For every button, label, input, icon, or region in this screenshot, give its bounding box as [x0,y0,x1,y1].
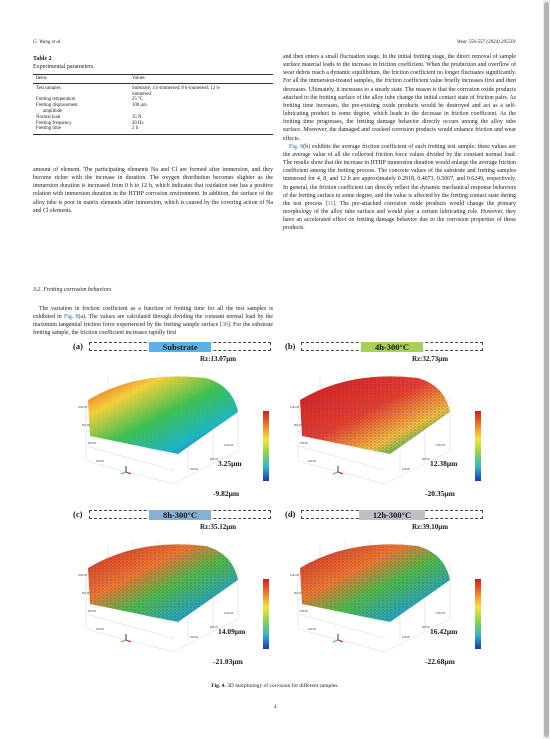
svg-text:1100.00: 1100.00 [224,444,234,447]
height-min-12h: -22.68μm [425,657,455,666]
panel-label: Substrate [89,342,271,351]
svg-text:200.00: 200.00 [308,628,316,631]
table-cell: Fretting displacement [36,103,78,109]
svg-text:500.00: 500.00 [300,610,308,613]
table-cell: 20 Hz [132,120,144,126]
rz-value-4h: Rz:32.73μm [412,355,449,363]
color-scale-bar-4h [475,411,481,481]
svg-text:800.00: 800.00 [422,458,430,461]
color-scale-bar-substrate [263,411,269,481]
svg-text:200.00: 200.00 [96,460,104,463]
panel-tag-8h [73,509,273,521]
svg-text:1100.00: 1100.00 [78,574,88,577]
page-number: 4 [273,704,277,710]
svg-text:400.00: 400.00 [190,468,198,471]
citation-link[interactable]: 30 [221,322,228,329]
rz-value-12h: Rz:39.10μm [412,523,449,531]
table-cell: 100 μm [132,103,147,109]
svg-text:500.00: 500.00 [88,610,96,613]
scrollbar-thumb[interactable] [544,2,549,737]
table-cell: Fretting time [36,126,61,132]
rz-value-8h: Rz:35.12μm [200,523,237,531]
table-cell: Test samples [36,85,61,91]
section-heading: 3.2. Fretting corrosion behaviors [33,287,112,293]
rz-value-substrate: Rz:13.07μm [200,355,237,363]
svg-text:800.00: 800.00 [422,626,430,629]
svg-text:1100.00: 1100.00 [436,444,446,447]
svg-text:1100.00: 1100.00 [78,406,88,409]
table-row [33,86,273,98]
panel-label: 8h-300°C [89,510,271,519]
table-cell: Fretting temperature [36,97,76,103]
table-subtitle: Experimental parameters. [33,64,95,70]
svg-text:1100.00: 1100.00 [436,612,446,615]
svg-text:1100.00: 1100.00 [290,574,300,577]
panel-letter: (a) [73,341,83,351]
svg-text:200.00: 200.00 [96,628,104,631]
table-cell: 2 h [132,126,138,132]
height-max-12h: 16.42μm [430,627,458,636]
height-min-4h: -20.35μm [425,489,455,498]
table-header-row [33,76,273,82]
table-cell: Fretting frequency [36,120,72,126]
svg-text:800.00: 800.00 [210,626,218,629]
table-header-cell: Values [132,76,145,81]
svg-text:800.00: 800.00 [294,424,302,427]
svg-text:800.00: 800.00 [82,592,90,595]
surface-plot-substrate [78,366,243,486]
parameters-table [33,74,273,135]
table-cell: Normal load [36,114,61,120]
left-column-paragraph-1: amount of element. The participating elements Na and Cl are formed after immersion, and they become richer with the increase in duration. The oxygen distribution becomes slighter as the immersion duration is increased from 0 h to 12 h, which indicates that oxidation rate has a positive relation with immersion duration in the HTHP corrosion environment. In addition, the surface of the alloy tube is poor in matrix elements after immersion, which is caused by the covering action of Na and Cl elements. [33,167,273,214]
svg-text:800.00: 800.00 [294,592,302,595]
height-max-substrate: 3.25μm [218,459,242,468]
table-title: Table 2 [33,56,52,62]
table-cell: Substrate; 4 h-immersed; 8 h-immersed; 12 h- immersed [132,85,221,97]
panel-tag-12h [285,509,485,521]
table-cell: 25 °C [132,97,144,103]
figure-caption: Fig. 4. 3D morphology of corrosion for different samples. [211,683,339,689]
panel-letter: (d) [285,509,296,519]
panel-tag-4h [285,341,485,353]
table-cell: amplitude [43,108,63,114]
svg-text:500.00: 500.00 [300,442,308,445]
color-scale-bar-8h [263,579,269,649]
height-min-8h: -21.03μm [213,657,243,666]
svg-text:400.00: 400.00 [402,468,410,471]
svg-text:1100.00: 1100.00 [224,612,234,615]
citation-link[interactable]: 31 [327,200,334,207]
right-column-text: and then enters a small fluctuation stage. In the initial fretting stage, the direct removal of sample surface material leads to the increase in friction coefficient. When the production and overflow of wear debris reach a dynamic equilibrium, the friction coefficient no longer fluctuates significantly. For all the immersion-treated samples, the friction coefficient value briefly increases first and then decreases. Ultimately, it increases to a steady state. The reason is that the corrosion oxide products attached to the fretting surface of the alloy tube change the initial contact state of friction pairs. As fretting time increases, the pre-existing oxide products would be destroyed and act as a self-lubricating product to some degree, which leads to the decrease in friction coefficient. As the fretting time progresses, the fretting damage behavior directly occurs among the alloy tube surface. Moreover, the damaged and cracked corrosion products would enhance friction and wear effects. Fig. 8(b) exhibits the average friction coefficient of each fretting test sample; these values are the average value of all the collected friction force values divided by the constant normal load. The results show that the increase in HTHP immersion duration would enlarge the average friction coefficient among the fretting process. The concrete values of the substrate and fretting samples immersed for 4, 8, and 12 h are approximately 0.2918, 0.4073, 0.5067, and 0.6249, respectively. In general, the friction coefficient can directly reflect the dynamic mechanical response behaviors of the fretting surface to some degree, and the value is affected by the fretting contact state during the test process [31]. The pre-attached corrosion oxide products would change the primary morphology of the alloy tube surface and would play a certain lubricating role. However, they have an accelerated effect on fretting damage behavior due to the corrosion properties of these products. [283,54,516,232]
panel-letter: (c) [73,509,83,519]
color-scale-bar-12h [475,579,481,649]
figure-link[interactable]: Fig. 8 [289,143,304,150]
svg-text:500.00: 500.00 [88,442,96,445]
table-cell: 35 N [132,114,142,120]
svg-text:800.00: 800.00 [82,424,90,427]
panel-label: 4h-300°C [301,342,483,351]
surface-plot-8h [78,534,246,654]
panel-label: 12h-300°C [301,510,483,519]
panel-tag-substrate [73,341,273,353]
scrollbar[interactable] [543,0,550,739]
height-min-substrate: -9.82μm [213,489,240,498]
figure-link[interactable]: Fig. 8 [63,314,79,321]
svg-text:200.00: 200.00 [308,460,316,463]
svg-text:1100.00: 1100.00 [290,406,300,409]
running-header-authors: G. Wang et al. [33,40,62,45]
svg-text:400.00: 400.00 [190,636,198,639]
height-max-4h: 12.38μm [430,459,458,468]
svg-text:800.00: 800.00 [210,458,218,461]
svg-text:400.00: 400.00 [402,636,410,639]
table-row [33,126,273,132]
surface-plot-12h [290,534,458,654]
panel-letter: (b) [285,341,296,351]
left-column-paragraph-2: The variation in friction coefficient as a function of fretting time for all the test samples is exhibited in Fig. 8(a). The values are calculated through dividing the constant normal load by the maximum tangential friction force experienced by the fretting sample surface [30]. For the substrate fretting sample, the friction coefficient increases rapidly first [33,306,273,337]
table-header-cell: Items [36,76,47,81]
height-max-8h: 14.09μm [218,627,246,636]
surface-plot-4h [290,366,458,486]
running-header-journal: Wear 556-557 (2024) 205501 [456,40,516,45]
